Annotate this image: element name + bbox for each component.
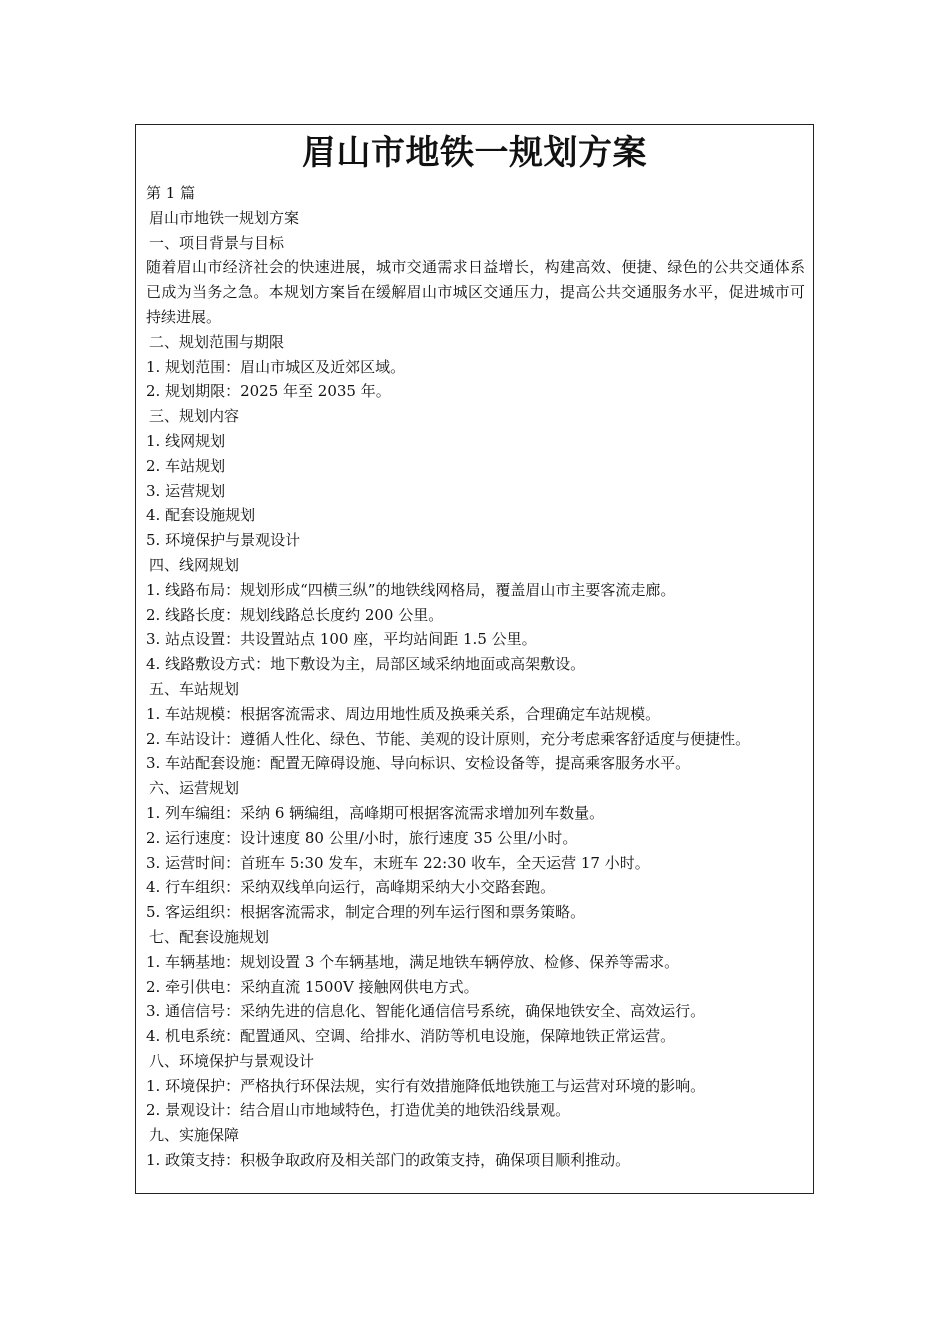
list-item: 3. 运营规划: [146, 481, 226, 500]
background-paragraph: 随着眉山市经济社会的快速进展，城市交通需求日益增长，构建高效、便捷、绿色的公共交通体系已成为当务之急。本规划方案旨在缓解眉山市城区交通压力，提高公共交通服务水平，促进城市可持续进展。: [146, 258, 805, 326]
list-item: 4. 配套设施规划: [146, 506, 256, 525]
list-item: 4. 线路敷设方式：地下敷设为主，局部区域采纳地面或高架敷设。: [146, 655, 586, 674]
section-heading-implementation: 九、实施保障: [149, 1126, 240, 1145]
list-item: 2. 车站设计：遵循人性化、绿色、节能、美观的设计原则，充分考虑乘客舒适度与便捷性。: [146, 729, 751, 748]
list-item: 2. 景观设计：结合眉山市地域特色，打造优美的地铁沿线景观。: [146, 1101, 571, 1120]
list-item: 2. 线路长度：规划线路总长度约 200 公里。: [146, 605, 444, 624]
document-frame: [135, 124, 814, 1194]
list-item: 3. 通信信号：采纳先进的信息化、智能化通信信号系统，确保地铁安全、高效运行。: [146, 1002, 706, 1021]
section-heading-stations: 五、车站规划: [149, 679, 240, 698]
document-body: [136, 181, 813, 1173]
list-item: 1. 线网规划: [146, 431, 226, 450]
list-item: 3. 站点设置：共设置站点 100 座，平均站间距 1.5 公里。: [146, 630, 537, 649]
list-item: 1. 列车编组：采纳 6 辆编组，高峰期可根据客流需求增加列车数量。: [146, 803, 605, 822]
list-item: 1. 车站规模：根据客流需求、周边用地性质及换乘关系，合理确定车站规模。: [146, 704, 661, 723]
section-heading-content: 三、规划内容: [149, 407, 240, 426]
list-item: 3. 运营时间：首班车 5:30 发车，末班车 22:30 收车，全天运营 17 小时。: [146, 853, 650, 872]
section-heading-operation: 六、运营规划: [149, 779, 240, 798]
list-item: 4. 机电系统：配置通风、空调、给排水、消防等机电设施，保障地铁正常运营。: [146, 1027, 676, 1046]
list-item: 2. 规划期限：2025 年至 2035 年。: [146, 382, 391, 401]
list-item: 1. 车辆基地：规划设置 3 个车辆基地，满足地铁车辆停放、检修、保养等需求。: [146, 952, 680, 971]
document-subtitle: 眉山市地铁一规划方案: [149, 208, 300, 227]
list-item: 5. 环境保护与景观设计: [146, 531, 301, 550]
part-label: 第 1 篇: [146, 184, 196, 202]
section-heading-scope: 二、规划范围与期限: [149, 332, 285, 351]
list-item: 2. 运行速度：设计速度 80 公里/小时，旅行速度 35 公里/小时。: [146, 828, 578, 847]
list-item: 1. 规划范围：眉山市城区及近郊区域。: [146, 357, 406, 376]
list-item: 2. 牵引供电：采纳直流 1500V 接触网供电方式。: [146, 977, 479, 996]
list-item: 5. 客运组织：根据客流需求，制定合理的列车运行图和票务策略。: [146, 903, 586, 922]
document-title: 眉山市地铁一规划方案: [302, 133, 647, 173]
list-item: 3. 车站配套设施：配置无障碍设施、导向标识、安检设备等，提高乘客服务水平。: [146, 754, 691, 773]
list-item: 1. 政策支持：积极争取政府及相关部门的政策支持，确保项目顺利推动。: [146, 1151, 631, 1170]
section-heading-background: 一、项目背景与目标: [149, 233, 285, 252]
section-heading-facilities: 七、配套设施规划: [149, 927, 270, 946]
list-item: 1. 线路布局：规划形成“四横三纵”的地铁线网格局，覆盖眉山市主要客流走廊。: [146, 580, 676, 599]
list-item: 2. 车站规划: [146, 456, 226, 475]
list-item: 4. 行车组织：采纳双线单向运行，高峰期采纳大小交路套跑。: [146, 878, 556, 897]
section-heading-network: 四、线网规划: [149, 555, 240, 574]
list-item: 1. 环境保护：严格执行环保法规，实行有效措施降低地铁施工与运营对环境的影响。: [146, 1076, 706, 1095]
section-heading-environment: 八、环境保护与景观设计: [149, 1051, 315, 1070]
